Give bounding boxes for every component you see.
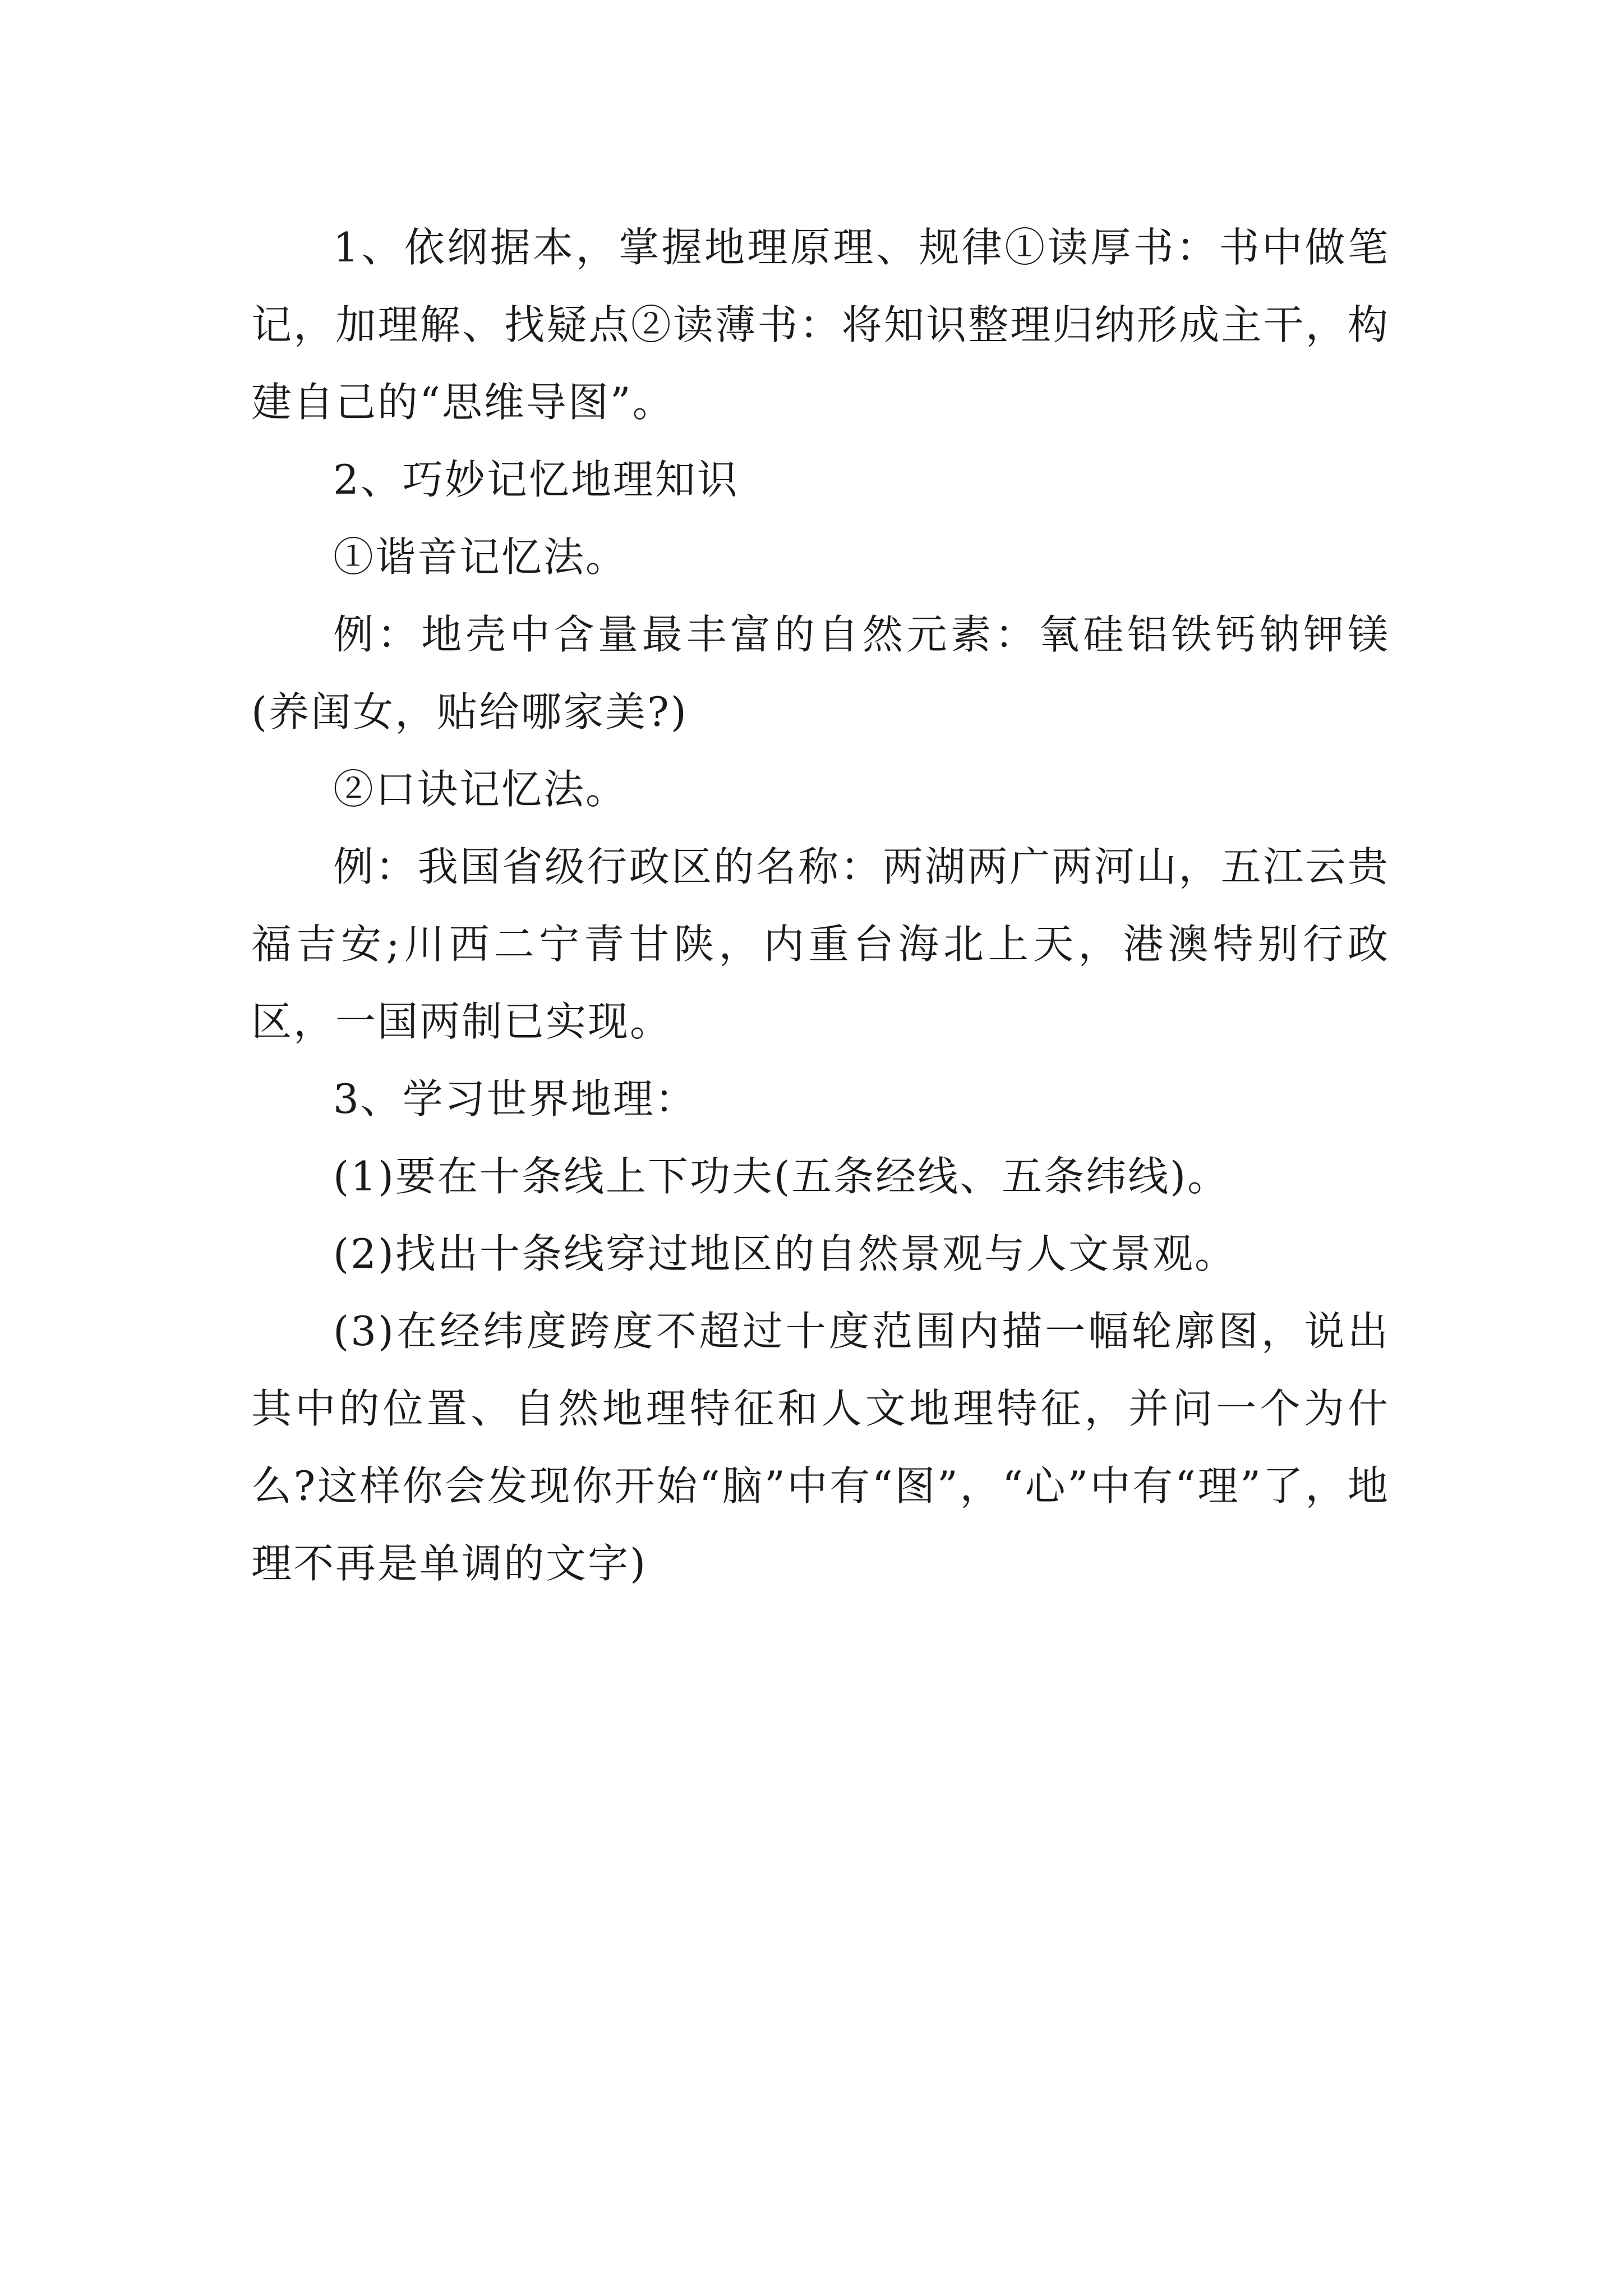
paragraph-rhyme-example: 例：我国省级行政区的名称：两湖两广两河山，五江云贵福吉安;川西二宁青甘陕，内重台海北上天，港澳特别行政区，一国两制已实现。 xyxy=(251,843,1390,1045)
paragraph-landscapes: (2)找出十条线穿过地区的自然景观与人文景观。 xyxy=(333,1230,1237,1277)
document-body xyxy=(251,209,1390,1602)
paragraph-outline-map: (3)在经纬度跨度不超过十度范围内描一幅轮廓图，说出其中的位置、自然地理特征和人文地理特征，并问一个为什么?这样你会发现你开始“脑”中有“图”，“心”中有“理”了，地理不再是单调的文字) xyxy=(251,1308,1390,1587)
paragraph-ten-lines: (1)要在十条线上下功夫(五条经线、五条纬线)。 xyxy=(333,1153,1230,1200)
paragraph-homophone-method: ①谐音记忆法。 xyxy=(333,533,628,581)
paragraph-homophone-example: 例：地壳中含量最丰富的自然元素：氧硅铝铁钙钠钾镁(养闺女，贴给哪家美?) xyxy=(251,611,1390,735)
paragraph-study-textbook: 1、依纲据本，掌握地理原理、规律①读厚书：书中做笔记，加理解、找疑点②读薄书：将知识整理归纳形成主干，构建自己的“思维导图”。 xyxy=(251,224,1390,426)
paragraph-rhyme-method: ②口诀记忆法。 xyxy=(333,766,628,813)
paragraph-memory-heading: 2、巧妙记忆地理知识 xyxy=(333,456,739,503)
paragraph-world-geography-heading: 3、学习世界地理： xyxy=(333,1075,697,1122)
